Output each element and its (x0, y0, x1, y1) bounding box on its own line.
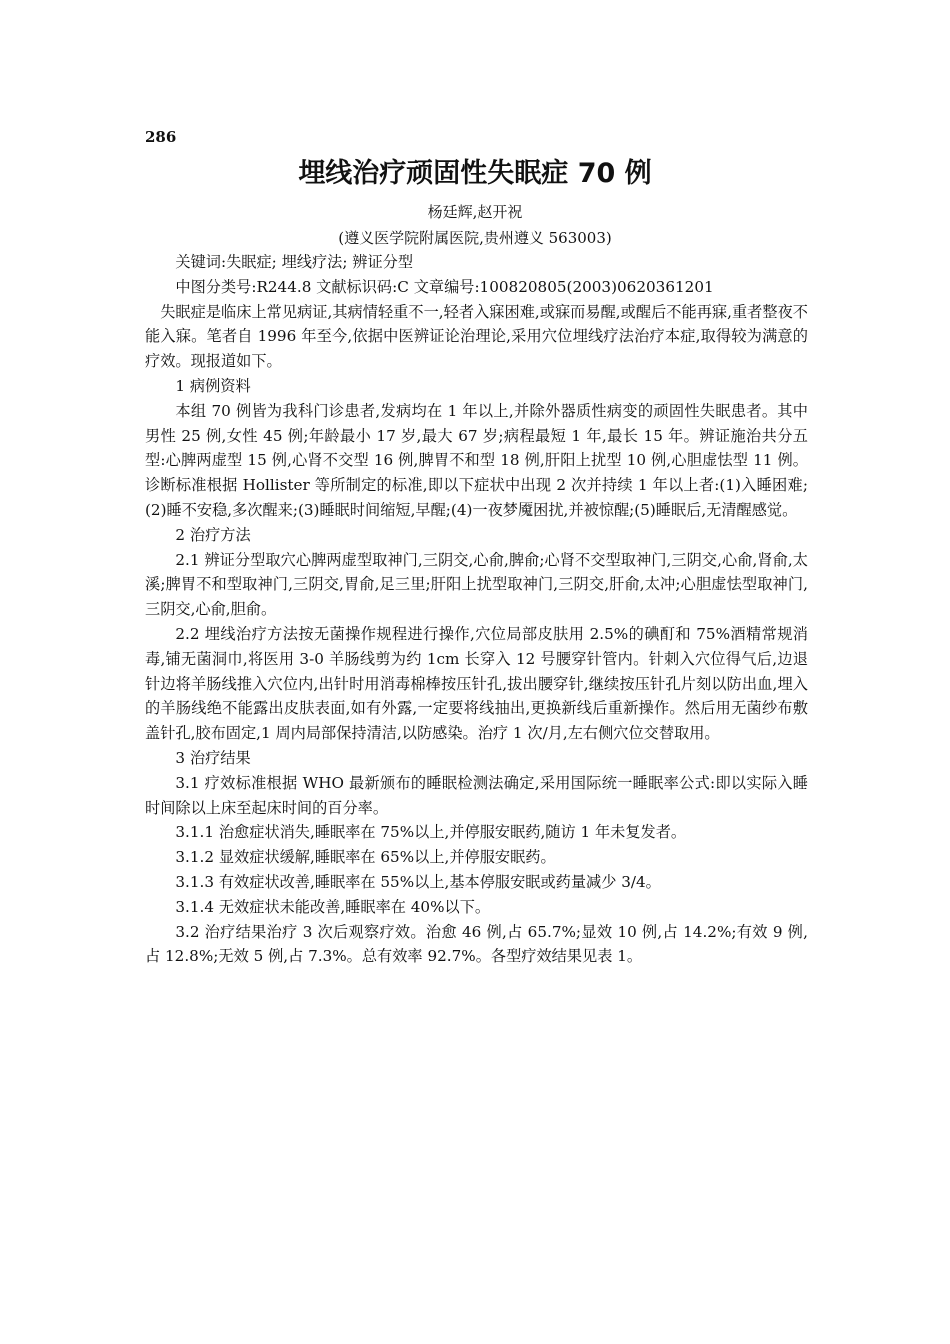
section-3-1-4-paragraph: 3.1.4 无效症状未能改善,睡眠率在 40%以下。 (175, 897, 491, 916)
article-title: 埋线治疗顽固性失眠症 70 例 (298, 158, 652, 189)
section-3-2-paragraph: 3.2 治疗结果治疗 3 次后观察疗效。治愈 46 例,占 65.7%;显效 10 例,占 14.2%;有效 9 例,占 12.8%;无效 5 例,占 7.3%。总有效率 92.7%。各型疗效结果见表 1。 (145, 922, 808, 966)
article-body (145, 250, 808, 969)
section-2-1-paragraph: 2.1 辨证分型取穴心脾两虚型取神门,三阴交,心俞,脾俞;心肾不交型取神门,三阴交,心俞,肾俞,太溪;脾胃不和型取神门,三阴交,胃俞,足三里;肝阳上扰型取神门,三阴交,肝俞,太冲;心胆虚怯型取神门,三阴交,心俞,胆俞。 (145, 550, 808, 619)
section-3-1-paragraph: 3.1 疗效标准根据 WHO 最新颁布的睡眠检测法确定,采用国际统一睡眠率公式:即以实际入睡时间除以上床至起床时间的百分率。 (145, 773, 808, 817)
classification-line: 中图分类号:R244.8 文献标识码:C 文章编号:100820805(2003)0620361201 (175, 277, 714, 296)
section-2-2-paragraph: 2.2 埋线治疗方法按无菌操作规程进行操作,穴位局部皮肤用 2.5%的碘酊和 75%酒精常规消毒,铺无菌洞巾,将医用 3-0 羊肠线剪为约 1cm 长穿入 12 号腰穿针管内。针刺入穴位得气后,边退针边将羊肠线推入穴位内,出针时用消毒棉棒按压针孔,拔出腰穿针,继续按压针孔片刻以防出血,埋入的羊肠线绝不能露出皮肤表面,如有外露,一定要将线抽出,更换新线后重新操作。然后用无菌纱布敷盖针孔,胶布固定,1 周内局部保持清洁,以防感染。治疗 1 次/月,左右侧穴位交替取用。 (145, 624, 808, 743)
section-1-paragraph: 本组 70 例皆为我科门诊患者,发病均在 1 年以上,并除外器质性病变的顽固性失眠患者。其中男性 25 例,女性 45 例;年龄最小 17 岁,最大 67 岁;病程最短 1 年,最长 15 年。辨证施治共分五型:心脾两虚型 15 例,心肾不交型 16 例,脾胃不和型 18 例,肝阳上扰型 10 例,心胆虚怯型 11 例。诊断标准根据 Hollister 等所制定的标准,即以下症状中出现 2 次并持续 1 年以上者:(1)入睡困难;(2)睡不安稳,多次醒来;(3)睡眠时间缩短,早醒;(4)一夜梦魇困扰,并被惊醒;(5)睡眠后,无清醒感觉。 (145, 401, 808, 519)
section-3-1-3-paragraph: 3.1.3 有效症状改善,睡眠率在 55%以上,基本停服安眠或药量减少 3/4。 (175, 872, 661, 891)
affiliation: (遵义医学院附属医院,贵州遵义 563003) (338, 229, 612, 247)
section-3-1-2-paragraph: 3.1.2 显效症状缓解,睡眠率在 65%以上,并停服安眠药。 (175, 848, 556, 867)
page-number: 286 (145, 128, 177, 146)
keywords: 关键词:失眠症; 埋线疗法; 辨证分型 (175, 253, 414, 271)
section-heading-2: 2 治疗方法 (175, 525, 251, 544)
section-heading-1: 1 病例资料 (175, 376, 251, 395)
section-3-1-1-paragraph: 3.1.1 治愈症状消失,睡眠率在 75%以上,并停服安眠药,随访 1 年未复发者。 (175, 823, 687, 842)
authors: 杨廷辉,赵开祝 (427, 203, 523, 221)
intro-paragraph: 失眠症是临床上常见病证,其病情轻重不一,轻者入寐困难,或寐而易醒,或醒后不能再寐,重者整夜不能入寐。笔者自 1996 年至今,依据中医辨证论治理论,采用穴位埋线疗法治疗本症,取得较为满意的疗效。现报道如下。 (145, 302, 808, 371)
section-heading-3: 3 治疗结果 (175, 748, 251, 767)
